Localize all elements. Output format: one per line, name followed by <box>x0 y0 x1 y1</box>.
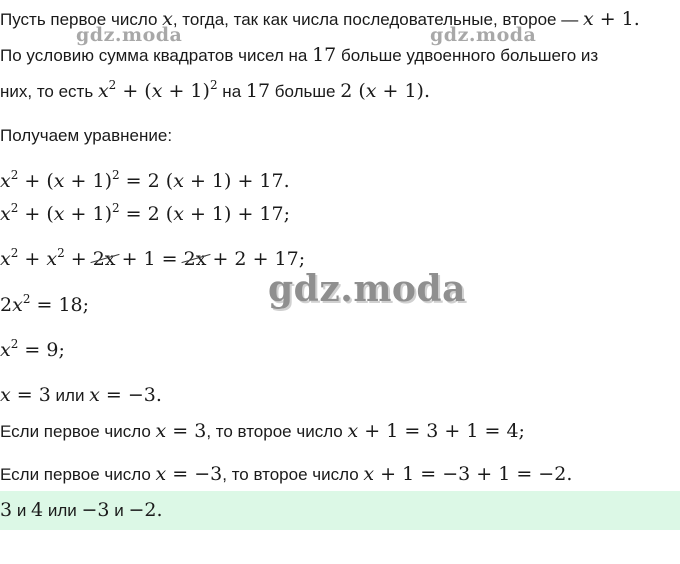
math-expr: + 1. <box>593 8 640 30</box>
text: Если первое число <box>0 422 156 441</box>
math-expr: = −3 <box>166 463 223 485</box>
text: По условию сумма квадратов чисел на <box>0 46 313 65</box>
struck-term: 2x <box>183 248 207 270</box>
text: , то второе число <box>222 465 364 484</box>
math-expr: + 1 = 3 + 1 = 4; <box>358 420 525 442</box>
math-expr: = 3 <box>10 384 51 406</box>
text: или <box>43 501 82 520</box>
text: Если первое число <box>0 465 156 484</box>
exponent: 2 <box>10 337 19 351</box>
math-var: x <box>173 203 184 225</box>
math-var: x <box>365 80 377 102</box>
text: и <box>109 501 129 520</box>
step-2 <box>0 203 290 225</box>
math-expr: + 2 + 17; <box>206 248 306 270</box>
math-var: x <box>89 384 100 406</box>
math-expr: + ( <box>18 170 54 192</box>
text: , тогда, так как числа последовательные, второе — <box>172 10 583 29</box>
math-expr: + <box>64 248 93 270</box>
exponent: 2 <box>112 201 120 215</box>
math-number: 17 <box>312 44 337 66</box>
math-var: x <box>0 170 11 192</box>
math-expr: + <box>18 248 47 270</box>
math-expr: + 1). <box>376 80 431 102</box>
math-number: −3 <box>81 499 110 521</box>
math-var: x <box>162 8 173 30</box>
step-4 <box>0 294 89 316</box>
conclusion-1 <box>0 420 525 443</box>
exponent: 2 <box>108 78 117 92</box>
math-var: x <box>173 170 184 192</box>
math-var: x <box>97 80 109 102</box>
math-expr: = 3 <box>166 420 207 442</box>
math-var: x <box>53 203 65 225</box>
math-expr: + 1) <box>162 80 210 102</box>
math-var: x <box>347 420 359 442</box>
watermark-right: gdz.moda <box>430 24 537 46</box>
exponent: 2 <box>10 168 19 182</box>
text: больше удвоенного большего из <box>336 46 599 65</box>
text: , то второе число <box>206 422 348 441</box>
math-var: x <box>363 463 375 485</box>
math-var: x <box>582 8 594 30</box>
math-expr: = 9; <box>18 339 65 361</box>
text: или <box>50 386 90 405</box>
conclusion-2 <box>0 463 572 486</box>
math-number: −2 <box>128 499 157 521</box>
math-number: 2 <box>0 294 13 316</box>
math-expr: + 1 = <box>115 248 184 270</box>
exponent: 2 <box>209 78 218 92</box>
text: них, то есть <box>0 82 98 101</box>
answer <box>0 499 163 522</box>
intro-line-2 <box>0 44 598 67</box>
watermark-left: gdz.moda <box>76 24 183 46</box>
text: Пусть первое число <box>0 10 163 29</box>
watermark-center: gdz.moda <box>268 268 466 310</box>
step-5 <box>0 339 65 361</box>
math-expr: = −3. <box>99 384 162 406</box>
step-6 <box>0 384 162 407</box>
math-var: x <box>155 463 167 485</box>
intro-line-3 <box>0 80 430 103</box>
math-expr: . <box>156 499 163 521</box>
math-expr: + ( <box>116 80 152 102</box>
math-number: 3 <box>0 499 13 521</box>
math-expr: + 1) <box>64 170 112 192</box>
math-number: 17 <box>245 80 271 102</box>
math-expr: + 1) + 17. <box>183 170 290 192</box>
step-1 <box>0 170 290 192</box>
math-expr: + 1 = −3 + 1 = −2. <box>374 463 573 485</box>
math-expr: = 2 ( <box>119 170 174 192</box>
math-expr: = 2 ( <box>119 203 174 225</box>
text: на <box>217 82 246 101</box>
text: и <box>12 501 32 520</box>
math-var: x <box>53 170 65 192</box>
math-expr: + ( <box>18 203 54 225</box>
math-expr: + 1) <box>64 203 112 225</box>
exponent: 2 <box>10 246 19 260</box>
math-var: x <box>12 294 23 316</box>
text: больше <box>270 82 341 101</box>
math-var: x <box>0 339 11 361</box>
math-var: x <box>0 203 11 225</box>
math-var: x <box>151 80 163 102</box>
math-number: 4 <box>31 499 44 521</box>
math-var: x <box>0 384 11 406</box>
math-expr: = 18; <box>30 294 90 316</box>
struck-term: 2x <box>92 248 116 270</box>
exponent: 2 <box>10 201 19 215</box>
math-expr: 2 ( <box>340 80 366 102</box>
step-3 <box>0 248 305 270</box>
exponent: 2 <box>112 168 120 182</box>
exponent: 2 <box>22 292 31 306</box>
math-var: x <box>0 248 11 270</box>
exponent: 2 <box>57 246 65 260</box>
math-var: x <box>155 420 167 442</box>
equation-label: Получаем уравнение: <box>0 126 173 145</box>
math-var: x <box>46 248 58 270</box>
math-expr: + 1) + 17; <box>183 203 290 225</box>
